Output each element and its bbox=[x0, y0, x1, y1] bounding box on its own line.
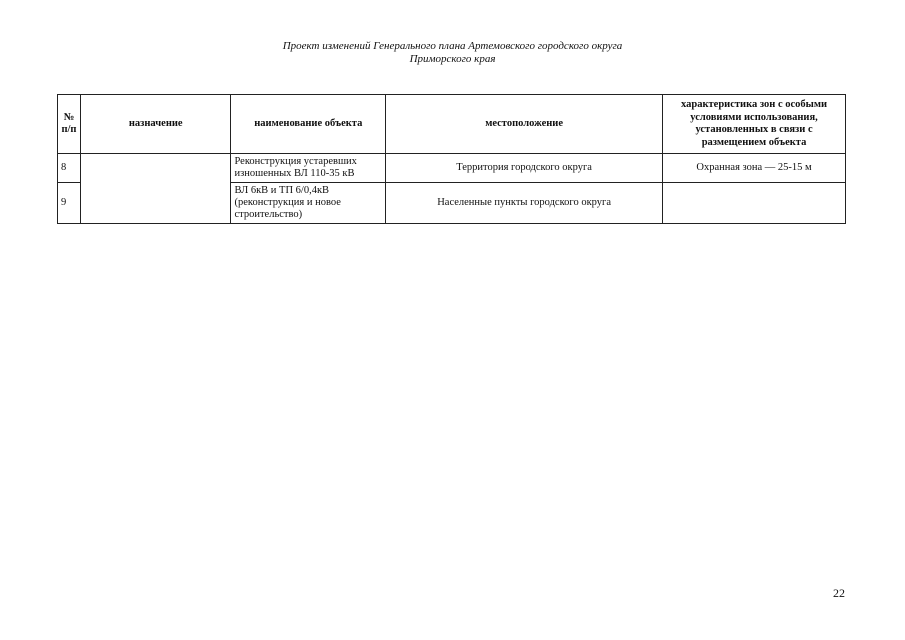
header-num: № п/п bbox=[58, 95, 81, 154]
cell-zone bbox=[663, 183, 846, 224]
cell-zone: Охранная зона — 25-15 м bbox=[663, 154, 846, 183]
header-line-1: Проект изменений Генерального плана Артемовского городского округа bbox=[282, 40, 623, 52]
cell-name: Реконструкция устаревших изношенных ВЛ 110-35 кВ bbox=[231, 154, 386, 183]
page-number: 22 bbox=[833, 586, 845, 600]
cell-num: 8 bbox=[58, 154, 81, 183]
objects-table bbox=[57, 94, 846, 224]
cell-name: ВЛ 6кВ и ТП 6/0,4кВ (реконструкция и новое строительство) bbox=[231, 183, 386, 224]
cell-num: 9 bbox=[58, 183, 81, 224]
page-header bbox=[0, 40, 905, 66]
header-purpose: назначение bbox=[80, 95, 230, 154]
cell-location: Территория городского округа bbox=[386, 154, 663, 183]
header-line-2: Приморского края bbox=[409, 53, 496, 65]
table-row bbox=[58, 154, 846, 183]
header-location: местоположение bbox=[386, 95, 663, 154]
cell-purpose bbox=[80, 154, 230, 224]
header-name: наименование объекта bbox=[231, 95, 386, 154]
header-zone: характеристика зон с особыми условиями использования, установленных в связи с размещением объекта bbox=[663, 95, 846, 154]
table-header-row bbox=[58, 95, 846, 154]
cell-location: Населенные пункты городского округа bbox=[386, 183, 663, 224]
